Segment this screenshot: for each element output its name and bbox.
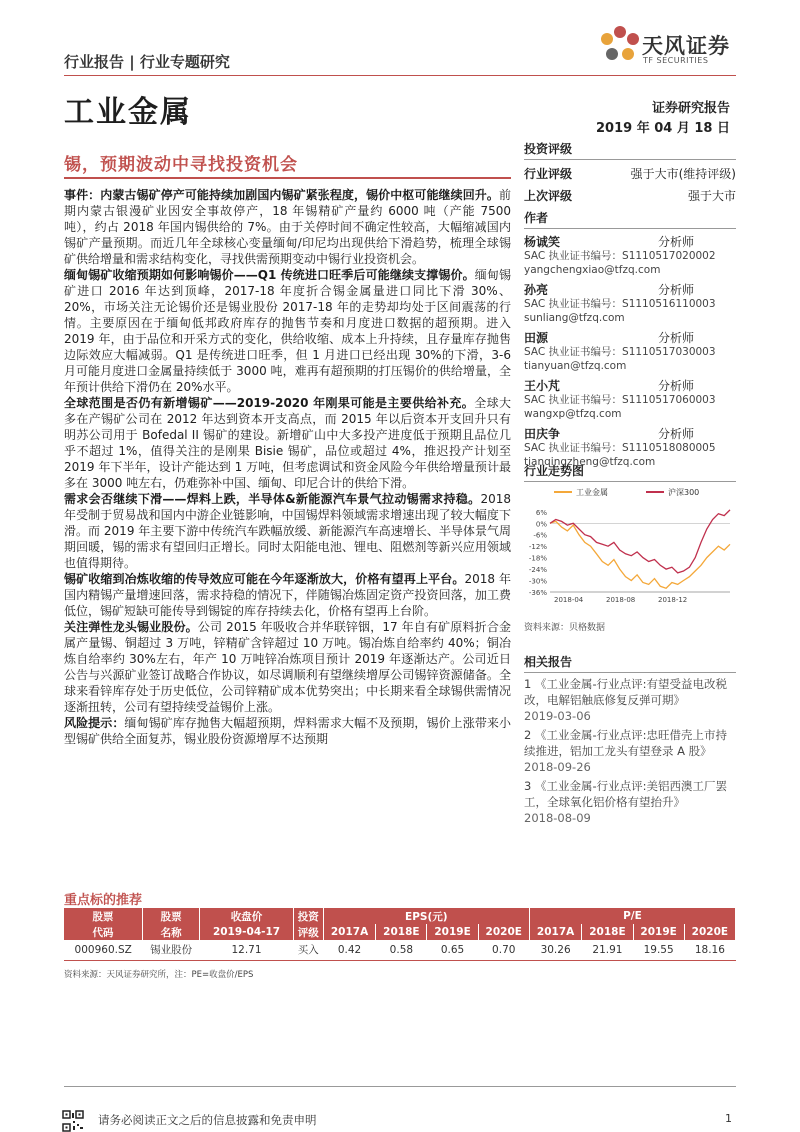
- authors-title: 作者: [524, 209, 736, 229]
- paragraph-transmission: 锡矿收缩到冶炼收缩的传导效应可能在今年逐渐放大，价格有望再上平台。2018 年国内精锡产量增速回落，需求持稳的情况下，伴随锡冶炼固定资产投资回落，加工费低位，锡矿短缺可能传导到锡锭的库存持续去化，价格有望再上台阶。: [64, 572, 511, 618]
- analyst-email[interactable]: sunliang@tfzq.com: [524, 312, 625, 324]
- y-tick-label: -24%: [528, 566, 547, 575]
- paragraph-event: 事件：内蒙古锡矿停产可能持续加剧国内锡矿紧张程度，锡价中枢可能继续回升。前期内蒙古银漫矿业因安全事故停产，18 年锡精矿产量约 6000 吨（产能 7500 吨），约占 2018 年国内锡供给的 7%。由于关停时间不确定性较高，大幅缩减国内锡矿产量预期。而近几年全球核心变量缅甸/印尼均出现供给下滑趋势，梳理全球锡矿供给增量和需求结构变化，寻找供需预期变动中锡行业投资机会。: [64, 188, 511, 266]
- y-tick-label: -30%: [528, 577, 547, 586]
- analyst-email[interactable]: tianqingzheng@tfzq.com: [524, 456, 656, 468]
- article-body: [64, 187, 511, 747]
- y-tick-label: -6%: [533, 531, 547, 540]
- table-header-row: 代码 名称 2019-04-17 评级 2017A 2018E 2019E 2020E 2017A 2018E 2019E 2020E: [64, 924, 736, 940]
- table-row: 000960.SZ 锡业股份 12.71 买入 0.42 0.58 0.65 0.70 30.26 21.91 19.55 18.16: [64, 940, 736, 960]
- related-report-item[interactable]: 3 《工业金属-行业点评:美铝西澳工厂罢工，全球氧化铝价格有望抬升》 2018-08-09: [524, 779, 727, 825]
- report-type: 证券研究报告: [651, 101, 730, 116]
- y-tick-label: 0%: [535, 520, 547, 529]
- analyst-email[interactable]: tianyuan@tfzq.com: [524, 360, 627, 372]
- related-report-item[interactable]: 1 《工业金属-行业点评:有望受益电改税改，电解铝触底修复反弹可期》 2019-03-06: [524, 677, 727, 723]
- industry-trend-chart: [524, 462, 736, 633]
- header-rule: [64, 75, 736, 76]
- disclaimer-text: 请务必阅读正文之后的信息披露和免责申明: [98, 1113, 317, 1127]
- table-header-row: 股票 股票 收盘价 投资 EPS(元) P/E: [64, 908, 736, 924]
- related-report-item[interactable]: 2 《工业金属-行业点评:忠旺借壳上市持续推进，铝加工龙头有望登录 A 股》 2018-09-26: [524, 728, 727, 774]
- report-category: 行业报告 | 行业专题研究: [64, 53, 230, 71]
- legend-label: 工业金属: [576, 488, 608, 497]
- x-tick-label: 2018-04: [554, 596, 584, 604]
- body-rule: [64, 177, 511, 179]
- x-tick-label: 2018-08: [606, 596, 636, 604]
- industry-title: 工业金属: [64, 95, 192, 130]
- x-tick-label: 2018-12: [658, 596, 688, 604]
- analyst-card: 田源 分析师 SAC 执业证书编号：S1110517030003 tianyuan@tfzq.com: [524, 331, 736, 373]
- y-tick-label: -12%: [528, 543, 547, 552]
- report-date: 2019 年 04 月 18 日: [596, 121, 730, 136]
- industry-rating-row: 行业评级 强于大市(维持评级): [524, 167, 736, 181]
- y-tick-label: -18%: [528, 554, 547, 563]
- legend-label: 沪深300: [668, 488, 700, 497]
- recommendation-table: [64, 908, 736, 961]
- logo-flower-icon: [601, 26, 639, 60]
- paragraph-demand: 需求会否继续下滑——焊料上跌，半导体&新能源汽车景气拉动锡需求持稳。2018 年受制于贸易战和国内中游企业链影响，中国锡焊料领域需求增速出现了较大幅度下滑。而 2019 年主要下游中传统汽车跌幅放缓、新能源汽车高速增长、半导体景气周期回暖，锡的需求有望回归正增长。同时太阳能电池、锂电、阻燃剂等新兴应用领域也值得期待。: [64, 492, 511, 570]
- analyst-card: 田庆争 分析师 SAC 执业证书编号：S1110518080005 tianqingzheng@tfzq.com: [524, 427, 736, 469]
- y-tick-label: -36%: [528, 589, 547, 597]
- paragraph-global-supply: 全球范围是否仍有新增锡矿——2019-2020 年刚果可能是主要供给补充。全球大多在产锡矿公司在 2012 年达到资本开支高点，而 2015 年以后资本开支回升只有明苏公司用于 Bofedal II 锡矿的建设。新增矿山中大多投产进度低于预期且品位几乎不超过 1%，值得关注的是刚果 Bisie 锡矿，品位或超过 4%，推迟投产计划至 2019 年下半年，设计产能达到 1 万吨，但考虑调试和资金风险今年供给增量预计最多在 3000 吨左右，仍难弥补中国、缅甸、印尼合计的供给下滑。: [64, 396, 511, 490]
- previous-rating-row: 上次评级 强于大市: [524, 189, 736, 203]
- analyst-email[interactable]: yangchengxiao@tfzq.com: [524, 264, 661, 276]
- authors-section: [524, 209, 736, 469]
- related-reports: [524, 654, 736, 826]
- paragraph-myanmar: 缅甸锡矿收缩预期如何影响锡价——Q1 传统进口旺季后可能继续支撑锡价。缅甸锡矿进口 2016 年达到顶峰，2017-18 年度折合锡金属量进口同比下滑 30%、20%，市场关注无论锡价还是锡业股份 2017-18 年的走势却均处于区间震荡的行情。主要原因在于缅甸低邦政府库存的抛售节奏和月度进口数据的超预期。进入 2019 年，由于品位和开采方式的变化，供给收缩、成本上升持续，且存量库存抛售边际效应大幅减弱。Q1 是传统进口旺季，但 1 月进口已经出现 30%的下滑，3-6 月可能月度进口金属量持续低于 3000 吨，难再有超预期的打压锡价的供给增量，全年预计供给下滑仍在 20%水平。: [64, 268, 511, 394]
- table-note: 资料来源：天风证券研究所，注：PE=收盘价/EPS: [64, 970, 254, 980]
- y-tick-label: 6%: [535, 508, 547, 517]
- analyst-card: 孙亮 分析师 SAC 执业证书编号：S1110516110003 sunliang@tfzq.com: [524, 283, 736, 325]
- chart-source: 资料来源：贝格数据: [524, 623, 606, 633]
- rating-title: 投资评级: [524, 140, 736, 160]
- analyst-card: 杨诚笑 分析师 SAC 执业证书编号：S1110517020002 yangchengxiao@tfzq.com: [524, 235, 736, 277]
- logo-text: 天风证券: [642, 34, 730, 58]
- page-number: 1: [725, 1112, 732, 1125]
- paragraph-company: 关注弹性龙头锡业股份。公司 2015 年吸收合并华联锌铟，17 年自有矿原料折合金属产量锡、铜超过 3 万吨，锌精矿含锌超过 10 万吨。锡冶炼自给率约 40%；铜冶炼自给率约 30%左右，年产 10 万吨锌冶炼项目预计 2019 年逐渐达产。公司近日公告与兴源矿业签订战略合作协议，如尽调顺利有望继续增厚公司锡锌资源储备。全球来看锌库存处于历史低位，公司锌精矿成本优势突出；中长期来看全球锡供需情况逐渐扭转，公司有望持续受益锡价上涨。: [64, 620, 511, 714]
- related-title: 相关报告: [524, 654, 736, 673]
- rating-section: [524, 140, 736, 204]
- logo-subtext: TF SECURITIES: [643, 56, 709, 65]
- footer-rule: [64, 1086, 736, 1087]
- trend-title: 行业走势图: [524, 462, 736, 482]
- paragraph-risk: 风险提示：缅甸锡矿库存抛售大幅超预期，焊料需求大幅不及预期，锡价上涨带来小型锡矿供给全面复苏，锡业股份资源增厚不达预期: [64, 716, 511, 746]
- report-subtitle: 锡，预期波动中寻找投资机会: [64, 155, 298, 175]
- recommendation-title: 重点标的推荐: [64, 893, 143, 908]
- analyst-email[interactable]: wangxp@tfzq.com: [524, 408, 622, 420]
- qr-code-icon: [62, 1110, 84, 1132]
- analyst-card: 王小芃 分析师 SAC 执业证书编号：S1110517060003 wangxp@tfzq.com: [524, 379, 736, 421]
- trend-chart-svg: [524, 482, 736, 612]
